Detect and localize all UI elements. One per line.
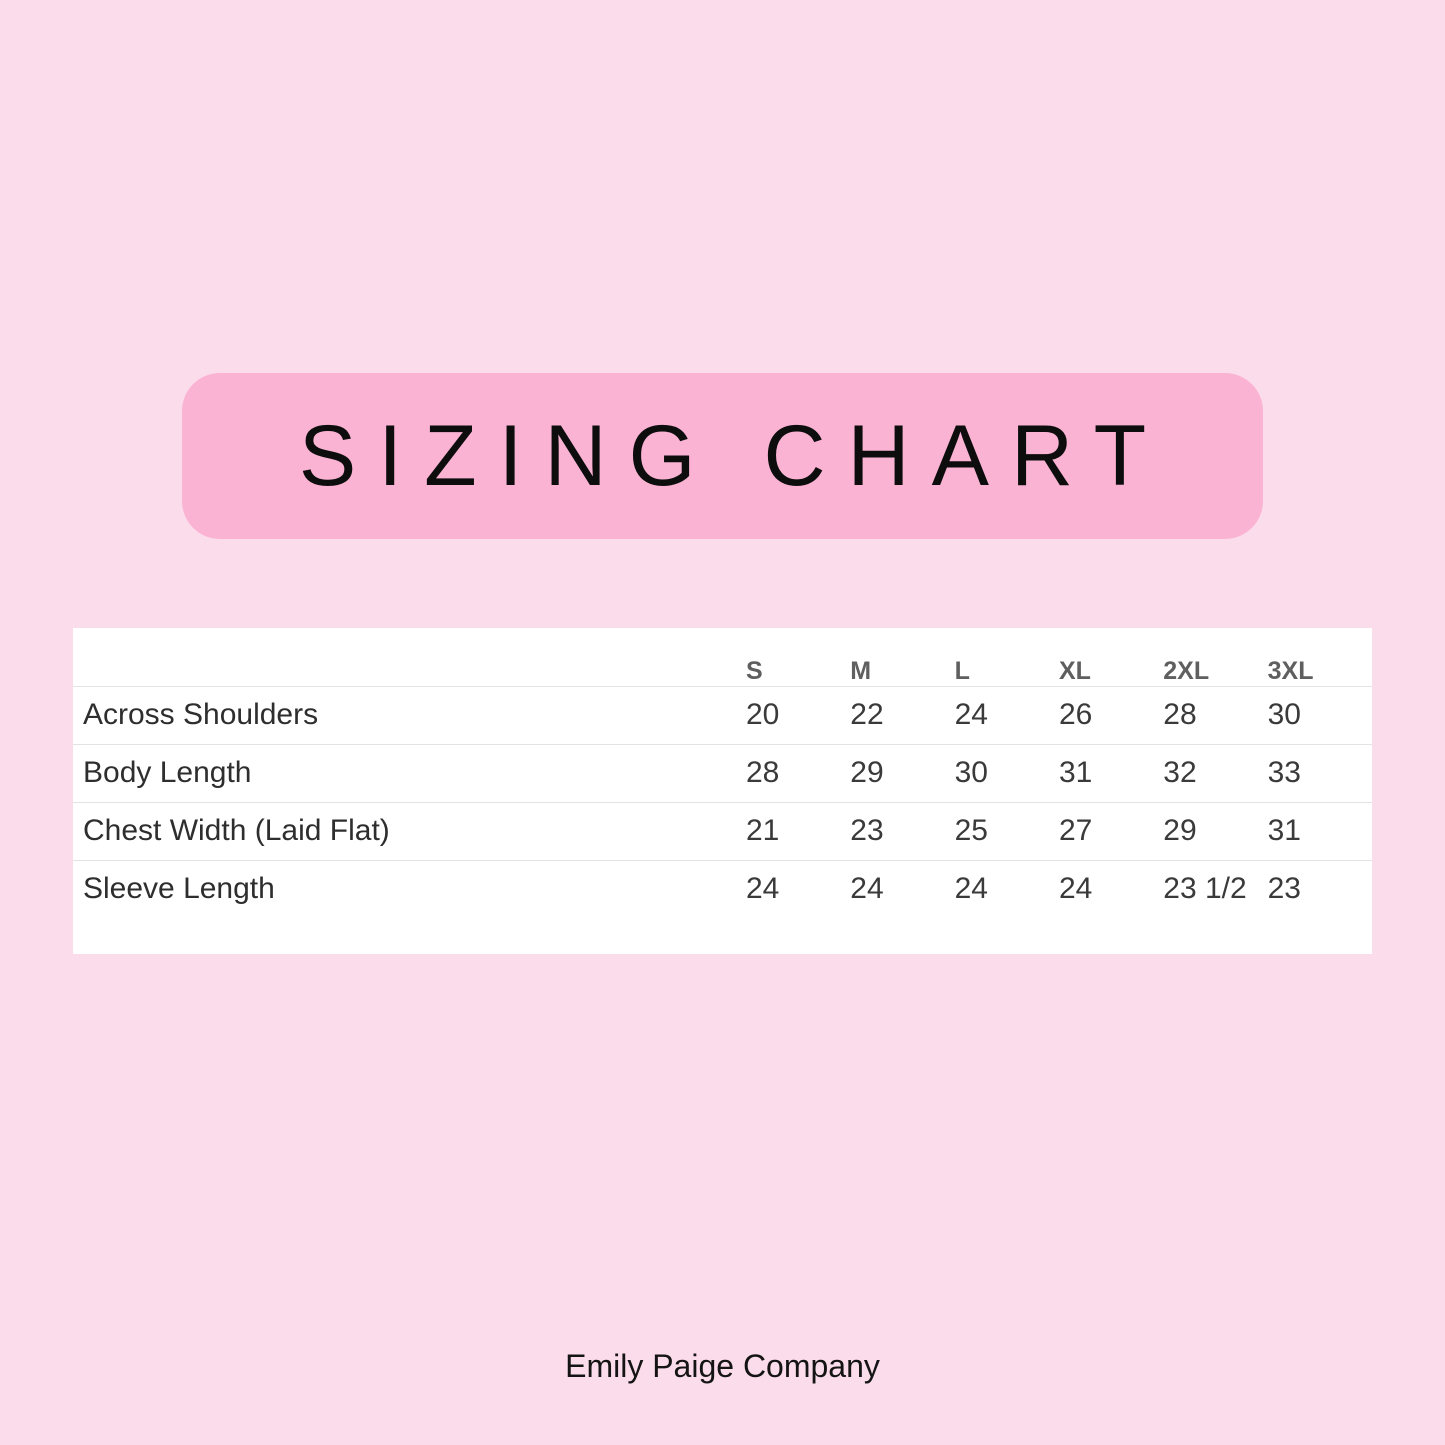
sizing-table-container [73, 628, 1372, 954]
column-header-s: S [745, 656, 763, 685]
column-header-xl: XL [1058, 656, 1091, 685]
cell-across-shoulders-2xl: 28 [1163, 698, 1197, 731]
column-header-2xl: 2XL [1163, 656, 1210, 685]
cell-sleeve-length-l: 24 [954, 872, 988, 906]
footer-brand: Emily Paige Company [565, 1348, 880, 1384]
table-row [73, 686, 1372, 744]
cell-chest-width-l: 25 [954, 814, 988, 847]
table-bottom-spacer [73, 918, 1372, 954]
cell-sleeve-length-xl: 24 [1058, 872, 1093, 906]
cell-across-shoulders-l: 24 [954, 698, 988, 731]
row-label-chest-width: Chest Width (Laid Flat) [83, 814, 390, 847]
cell-sleeve-length-3xl: 23 [1267, 872, 1301, 906]
cell-sleeve-length-2xl: 23 1/2 [1163, 872, 1247, 906]
sizing-table [73, 628, 1372, 918]
cell-body-length-m: 29 [850, 756, 884, 789]
cell-body-length-xl: 31 [1058, 756, 1093, 789]
page-title: SIZING CHART [298, 408, 1169, 504]
cell-body-length-l: 30 [954, 756, 988, 789]
cell-chest-width-m: 23 [850, 814, 884, 847]
cell-chest-width-2xl: 29 [1163, 814, 1197, 847]
cell-body-length-2xl: 32 [1163, 756, 1197, 789]
cell-body-length-3xl: 33 [1267, 756, 1301, 789]
cell-sleeve-length-s: 24 [745, 872, 780, 906]
cell-body-length-s: 28 [745, 756, 780, 789]
row-label-sleeve-length: Sleeve Length [83, 872, 275, 906]
column-header-3xl: 3XL [1267, 656, 1314, 685]
cell-across-shoulders-3xl: 30 [1267, 698, 1301, 731]
table-row [73, 802, 1372, 860]
table-body [73, 686, 1372, 918]
cell-across-shoulders-xl: 26 [1058, 698, 1093, 731]
row-label-body-length: Body Length [83, 756, 252, 789]
table-header-row [73, 628, 1372, 686]
column-header-m: M [850, 656, 872, 685]
column-header-blank [73, 628, 746, 686]
column-header-l: L [954, 656, 970, 685]
row-label-across-shoulders: Across Shoulders [83, 698, 319, 731]
table-row [73, 860, 1372, 918]
table-header [73, 628, 1372, 686]
table-row [73, 744, 1372, 802]
cell-chest-width-xl: 27 [1058, 814, 1093, 847]
title-banner [182, 373, 1263, 539]
cell-chest-width-3xl: 31 [1267, 814, 1301, 847]
cell-chest-width-s: 21 [745, 814, 780, 847]
cell-across-shoulders-s: 20 [745, 698, 780, 731]
cell-across-shoulders-m: 22 [850, 698, 884, 731]
cell-sleeve-length-m: 24 [850, 872, 884, 906]
